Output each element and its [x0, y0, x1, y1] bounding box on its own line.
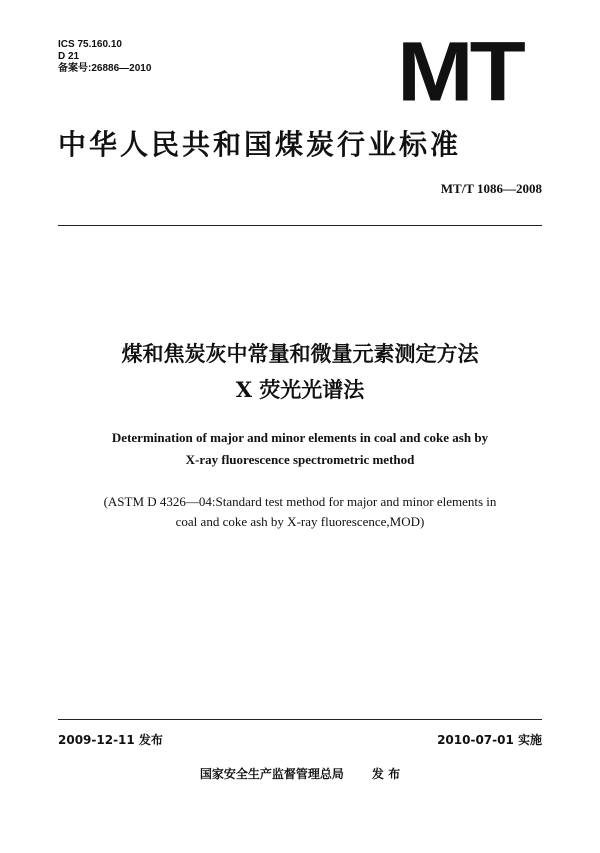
ccs-code: D 21: [58, 51, 80, 62]
issue-date: 2009-12-11 发布: [58, 733, 163, 747]
standard-number: MT/T 1086—2008: [440, 181, 542, 196]
english-title-line1: Determination of major and minor elements in coal and coke ash by: [111, 430, 489, 445]
filing-number: 备案号:26886—2010: [58, 63, 152, 74]
adoption-note-line2: coal and coke ash by X-ray fluorescence,MOD): [175, 514, 425, 529]
implementation-date: 2010-07-01 实施: [437, 733, 542, 747]
ics-code: ICS 75.160.10: [58, 39, 122, 50]
adoption-note-line1: (ASTM D 4326—04:Standard test method for major and minor elements in: [103, 494, 497, 509]
chinese-title-line1: 煤和焦炭灰中常量和微量元素测定方法: [121, 341, 479, 366]
standard-type-heading: 中华人民共和国煤炭行业标准: [58, 128, 462, 161]
chinese-title-line2: X 荧光光谱法: [235, 377, 365, 402]
top-divider: [58, 225, 542, 226]
issuing-authority: [0, 766, 600, 782]
classification-codes: [58, 39, 151, 75]
mt-logo: MT: [397, 40, 522, 105]
issuer-name: 国家安全生产监督管理总局: [199, 767, 344, 781]
bottom-divider: [58, 719, 542, 720]
issue-word: 发 布: [371, 767, 401, 781]
english-title-line2: X-ray fluorescence spectrometric method: [185, 452, 415, 467]
